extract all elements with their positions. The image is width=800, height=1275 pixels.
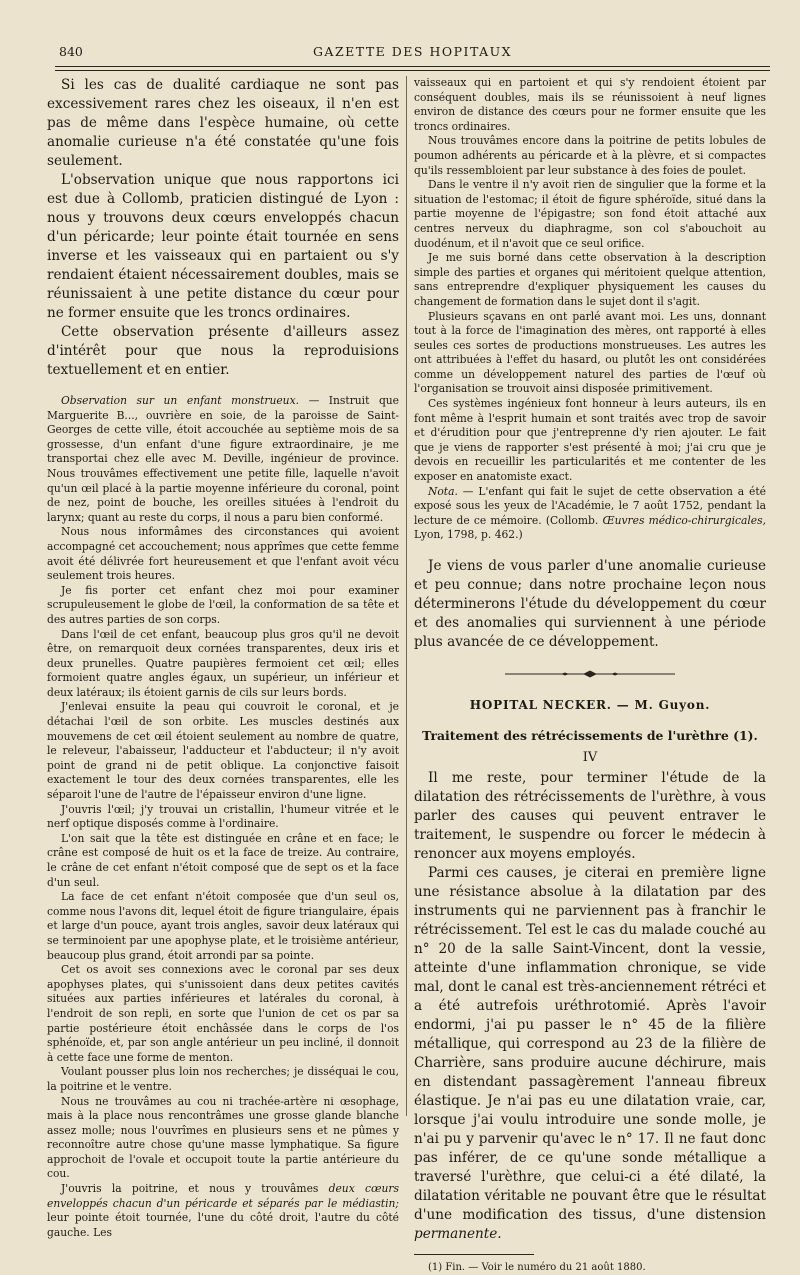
body-paragraph (414, 864, 766, 1244)
observation-paragraph: L'on sait que la tête est distinguée en crâne et en face; le crâne est composé de huit os et la face de treize. Au contraire, le crâne de cet enfant n'étoit composé que de sept os et la face d'un seul. (47, 831, 399, 889)
observation-paragraph: Voulant pousser plus loin nos recherches; je disséquai le cou, la poitrine et le ventre. (47, 1065, 399, 1093)
nota-label: Nota. (428, 484, 458, 498)
observation-paragraph: Je me suis borné dans cette observation à la description simple des parties et organes qui méritoient quelque attention, sans entreprendre d'expliquer physiquement les causes du changement de formation dans le sujet dont il s'agit. (414, 251, 766, 308)
body-paragraph: Il me reste, pour terminer l'étude de la dilatation des rétrécissements de l'urèthre, à vous parler des causes qui peuvent entraver le traitement, le suspendre ou forcer le médecin à renoncer aux moyens employés. (414, 770, 766, 862)
observation-paragraph: Nous ne trouvâmes au cou ni trachée-artère ni œsophage, mais à la place nous rencontrâmes une grosse glande blanche assez molle; nous l'ouvrîmes en plusieurs sens et ne pûmes y reconnoître autre chose qu'une masse lymphatique. Sa figure approchoit de l'ovale et occupoit toute la partie antérieure du cou. (47, 1094, 399, 1181)
observation-text: J'ouvris la poitrine, et nous y trouvâmes (61, 1182, 319, 1196)
section-ornament (414, 670, 766, 678)
subsection-title: Traitement des rétrécissements de l'urèthre (422, 728, 729, 743)
observation-text: — Instruit que Marguerite B..., ouvrière en soie, de la paroisse de Saint-Georges de cette ville, étoit accouchée au septième mois de sa grossesse, d'un enfant d'une figure extraordinaire, je me transportai chez elle avec M. Deville, ingénieur de province. Nous trouvâmes effectivement une petite fille, laquelle n'avoit qu'un œil placé à la partie moyenne inférieure du coronal, point de nez, point de bouche, les oreilles situées à l'endroit du larynx; quant au reste du corps, il nous a paru bien conformé. (47, 394, 399, 524)
nota-paragraph (414, 485, 766, 543)
observation-paragraph: Cet os avoit ses connexions avec le coronal par ses deux apophyses plates, qui s'unissoient dans deux petites cavités situées aux parties inférieures et latérales du coronal, à l'endroit de son repli, en sorte que l'union de cet os par sa partie postérieure étoit enchâssée dans le corps de l'os sphénoïde, et, par son angle antérieur un peu incliné, il donnoit à cette face une forme de menton. (47, 963, 399, 1064)
observation-paragraph (47, 1182, 399, 1240)
observation-paragraph: Dans le ventre il n'y avoit rien de singulier que la forme et la situation de l'estomac; il étoit de figure sphéroïde, situé dans la partie moyenne de l'épigastre; son fond étoit attaché aux centres nerveux du diaphragme, son col s'abouchoit au duodénum, et il n'avoit que ce seul orifice. (414, 178, 766, 250)
observation-paragraph: Nous trouvâmes encore dans la poitrine de petits lobules de poumon adhérents au péricarde et à la plèvre, et si compactes qu'ils ressembloient par leur substance à des foies de poulet. (414, 134, 766, 177)
journal-title: GAZETTE DES HOPITAUX (312, 44, 513, 59)
section-heading: HOPITAL NECKER. — M. Guyon. (469, 698, 711, 712)
footnote: (1) Fin. — Voir le numéro du 21 août 1880. (428, 1262, 646, 1273)
observation-paragraph: J'enlevai ensuite la peau qui couvroit le coronal, et je détachai l'œil de son orbite. Les muscles destinés aux mouvemens de cet œil étoient seulement au nombre de quatre, le releveur, l'abaisseur, l'adducteur et l'abducteur; il n'y avoit point de grand ni de petit oblique. La conjonctive faisoit exactement le tour des deux cornées transparentes, elle les séparoit l'une de l'autre de l'épaisseur environ d'une ligne. (47, 700, 399, 802)
page-number: 840 (59, 44, 83, 59)
nota-text: — L'enfant qui fait le sujet de cette observation a été exposé sous les yeux de l'Académie, le 7 août 1752, pendant la lecture de ce mémoire. (Collomb. (414, 484, 766, 527)
observation-paragraph: Plusieurs sçavans en ont parlé avant moi. Les uns, donnant tout à la force de l'imagination des mères, ont rapporté à elles seules ces sortes de productions monstrueuses. Les autres les ont attribuées à l'effet du hasard, ou plutôt les ont considérées comme un développement naturel des parties de l'œuf où l'organisation se trouvoit ainsi disposée primitivement. (414, 309, 766, 396)
observation-paragraph: Nous nous informâmes des circonstances qui avoient accompagné cet accouchement; nous apprîmes que cette femme avoit été délivrée fort heureusement et que l'enfant avoit vécu seulement trois heures. (47, 525, 399, 583)
intro-paragraph: Cette observation présente d'ailleurs assez d'intérêt pour que nous la reproduisions textuellement et en entier. (47, 324, 399, 378)
observation-text: leur pointe étoit tournée, l'une du côté droit, l'autre du côté gauche. Les (47, 1211, 399, 1239)
closing-paragraph: Je viens de vous parler d'une anomalie curieuse et peu connue; dans notre prochaine leçon nous déterminerons l'étude du développement du cœur et des anomalies qui surviennent à une période plus avancée de ce développement. (414, 558, 766, 650)
footnote-reference: (1). (733, 728, 758, 743)
observation-paragraph: vaisseaux qui en partoient et qui s'y rendoient étoient par conséquent doubles, mais ils se réunissoient à neuf lignes environ de distance des cœurs pour ne former ensuite que les troncs ordinaires. (414, 76, 766, 133)
observation-paragraph: Ces systèmes ingénieux font honneur à leurs auteurs, ils en font même à l'esprit humain et sont traités avec trop de savoir et d'érudition pour que j'entreprenne d'y rien ajouter. Le fait que je viens de rapporter s'est présenté à moi; j'ai cru que je devois en recueillir les particularités et me contenter de les exposer en anatomiste exact. (414, 397, 766, 484)
observation-emphasis: deux cœurs enveloppés chacun d'un péricarde et séparés par le médiastin; (47, 1182, 399, 1210)
nota-text-end: Lyon, 1798, p. 462.) (414, 528, 523, 542)
observation-title: Observation sur un enfant monstrueux. (61, 394, 299, 407)
header-rule (55, 66, 770, 71)
nota-work-title: Œuvres médico-chirurgicales, (602, 513, 766, 527)
intro-paragraph: Si les cas de dualité cardiaque ne sont pas excessivement rares chez les oiseaux, il n'en est pas de même dans l'espèce humaine, où cette anomalie curieuse n'a été constatée qu'une fois seulement. (47, 77, 399, 169)
body-text: Parmi ces causes, je citerai en première ligne une résistance absolue à la dilatation par des instruments qui ne parviennent pas à franchir le rétrécissement. Tel est le cas du malade couché au n° 20 de la salle Saint-Vincent, dont la vessie, atteinte d'une inflammation chronique, se vide mal, dont le canal est très-anciennement rétréci et a été autrefois uréthrotomié. Après l'avoir endormi, j'ai pu passer le n° 45 de la filière métallique, qui correspond au 23 de la filière de Charrière, sans produire aucune déchirure, mais en distendant passagèrement l'anneau fibreux élastique. Je n'ai pas eu une dilatation vraie, car, lorsque j'ai voulu introduire une sonde molle, je n'ai pu y parvenir qu'avec le n° 17. Il ne faut donc pas inférer, de ce qu'une sonde métallique a traversé l'urèthre, que celui-ci a été dilaté, la dilatation véritable ne pouvant être que le résultat d'une modification des tissus, d'une distension (414, 865, 766, 1223)
observation-paragraph (47, 394, 399, 525)
observation-paragraph: La face de cet enfant n'étoit composée que d'un seul os, comme nous l'avons dit, lequel étoit de figure triangulaire, épais et large d'un pouce, ayant trois angles, savoir deux latéraux qui se terminoient par une apophyse plate, et le troisième antérieur, beaucoup plus grand, étoit arrondi par sa pointe. (47, 890, 399, 962)
page-header (55, 44, 770, 64)
observation-paragraph: Je fis porter cet enfant chez moi pour examiner scrupuleusement le globe de l'œil, la conformation de sa tête et des autres parties de son corps. (47, 583, 399, 626)
body-emphasis: permanente. (414, 1226, 502, 1242)
intro-paragraph: L'observation unique que nous rapportons ici est due à Collomb, praticien distingué de Lyon : nous y trouvons deux cœurs enveloppés chacun d'un péricarde; leur pointe était tournée en sens inverse et les vaisseaux qui en partaient ou s'y rendaient étaient nécessairement doubles, mais se réunissaient à une petite distance du cœur pour ne former ensuite que les troncs ordinaires. (47, 172, 399, 321)
observation-paragraph: J'ouvris l'œil; j'y trouvai un cristallin, l'humeur vitrée et le nerf optique disposés comme à l'ordinaire. (47, 802, 399, 831)
left-column (47, 76, 399, 1240)
part-number: IV (582, 750, 598, 765)
right-column (414, 76, 766, 1275)
subsection-heading (414, 728, 766, 743)
observation-paragraph: Dans l'œil de cet enfant, beaucoup plus gros qu'il ne devoit être, on remarquoit deux cornées transparentes, deux iris et deux prunelles. Quatre paupières fermoient cet œil; elles formoient quatre angles égaux, un supérieur, un inférieur et deux latéraux; ils étoient garnis de cils sur leurs bords. (47, 627, 399, 699)
ornament-rule-icon (505, 670, 675, 678)
footnote-rule (414, 1254, 534, 1255)
column-divider (406, 76, 407, 1116)
